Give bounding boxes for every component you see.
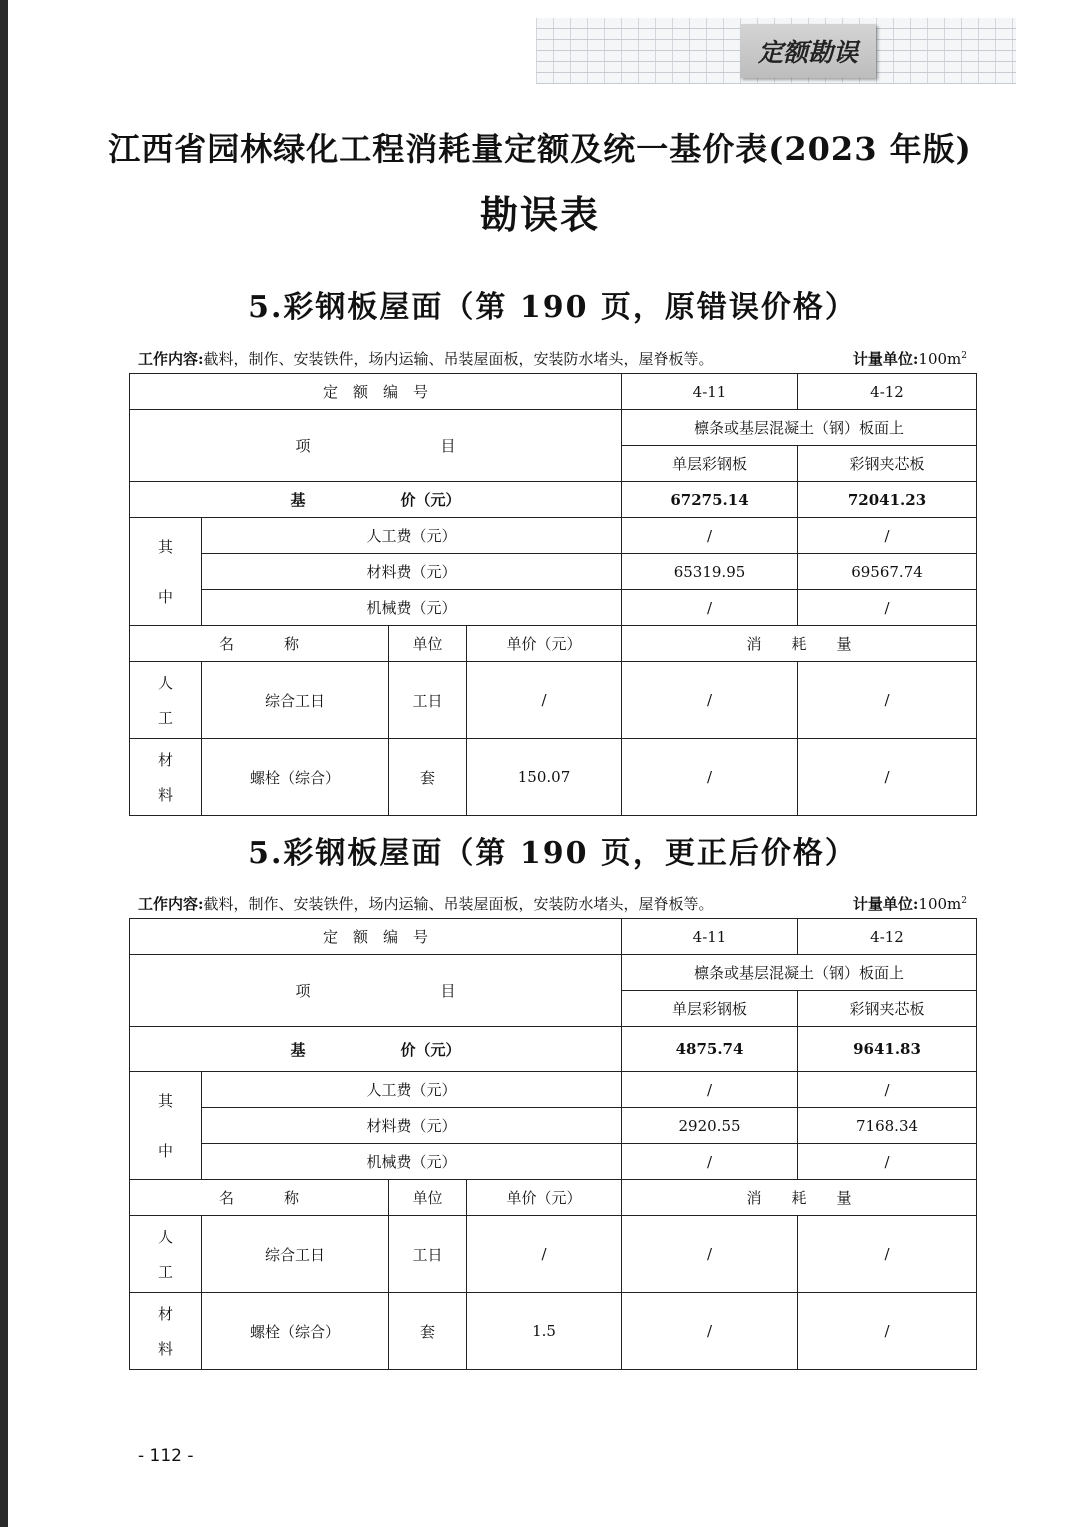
labor-fee-2: / [798, 518, 977, 554]
consumption-header: 消 耗 量 [622, 1180, 977, 1216]
item-label [130, 410, 622, 482]
unit-header: 单位 [389, 626, 467, 662]
of-which-b: 中 [157, 1142, 173, 1160]
labor-q2: / [798, 662, 977, 739]
machine-fee-1: / [622, 1144, 798, 1180]
material-fee-2: 7168.34 [798, 1108, 977, 1144]
labor-cat-a: 人 [157, 1228, 173, 1246]
of-which-a: 其 [157, 1092, 173, 1110]
mat-cat-b: 料 [157, 786, 173, 804]
section-1-table [129, 373, 977, 816]
name-header [130, 1180, 389, 1216]
material-price: 150.07 [467, 739, 622, 816]
base-price-1: 4875.74 [622, 1027, 798, 1072]
unit-value: 100m [918, 895, 962, 913]
document-title: 江西省园林绿化工程消耗量定额及统一基价表(2023 年版) [108, 130, 972, 168]
of-which-label [130, 518, 202, 626]
labor-fee-2: / [798, 1072, 977, 1108]
work-content-text: 截料，制作、安装铁件，场内运输、吊装屋面板，安装防水堵头，屋脊板等。 [203, 895, 714, 913]
mat-cat-a: 材 [157, 1305, 173, 1323]
unit-sup: 2 [961, 351, 967, 361]
section-1-title: 5.彩钢板屋面（第 190 页，原错误价格） [248, 290, 857, 325]
unit-header: 单位 [389, 1180, 467, 1216]
material-unit: 套 [389, 1293, 467, 1370]
mat-cat-b: 料 [157, 1340, 173, 1358]
labor-fee-label: 人工费（元） [202, 1072, 622, 1108]
mat-cat-a: 材 [157, 751, 173, 769]
labor-fee-label: 人工费（元） [202, 518, 622, 554]
section-1-unit [853, 348, 967, 369]
labor-fee-1: / [622, 518, 798, 554]
material-fee-1: 65319.95 [622, 554, 798, 590]
code-4-12: 4-12 [798, 919, 977, 955]
unit-label: 计量单位: [852, 350, 919, 368]
section-2-unit [853, 893, 967, 914]
of-which-b: 中 [157, 588, 173, 606]
labor-cat-a: 人 [157, 674, 173, 692]
labor-fee-1: / [622, 1072, 798, 1108]
unit-label: 计量单位: [852, 895, 919, 913]
name-header [130, 626, 389, 662]
column-single-layer: 单层彩钢板 [622, 991, 798, 1027]
document-subtitle: 勘误表 [479, 192, 600, 237]
material-fee-label: 材料费（元） [202, 554, 622, 590]
name-label-b: 称 [284, 635, 300, 653]
item-label-b: 目 [440, 982, 456, 1000]
group-header: 檩条或基层混凝土（钢）板面上 [622, 410, 977, 446]
code-4-12: 4-12 [798, 374, 977, 410]
material-unit: 套 [389, 739, 467, 816]
material-q2: / [798, 739, 977, 816]
material-q1: / [622, 1293, 798, 1370]
item-label-a: 项 [295, 437, 311, 455]
section-2-table [129, 918, 977, 1370]
name-label-b: 称 [284, 1189, 300, 1207]
column-single-layer: 单层彩钢板 [622, 446, 798, 482]
labor-price: / [467, 1216, 622, 1293]
section-2-work-content [138, 893, 714, 914]
labor-q1: / [622, 1216, 798, 1293]
base-price-1: 67275.14 [622, 482, 798, 518]
labor-name: 综合工日 [202, 1216, 389, 1293]
work-content-text: 截料，制作、安装铁件，场内运输、吊装屋面板，安装防水堵头，屋脊板等。 [203, 350, 714, 368]
of-which-a: 其 [157, 538, 173, 556]
unit-value: 100m [918, 350, 962, 368]
material-name: 螺栓（综合） [202, 1293, 389, 1370]
labor-q1: / [622, 662, 798, 739]
base-price-label [130, 1027, 622, 1072]
material-name: 螺栓（综合） [202, 739, 389, 816]
base-label-a: 基 [290, 491, 306, 509]
material-category [130, 739, 202, 816]
section-1-work-content [138, 348, 714, 369]
base-label-a: 基 [290, 1040, 306, 1059]
of-which-label [130, 1072, 202, 1180]
labor-cat-b: 工 [157, 709, 173, 727]
work-content-label: 工作内容: [138, 895, 204, 913]
column-sandwich: 彩钢夹芯板 [798, 991, 977, 1027]
material-price: 1.5 [467, 1293, 622, 1370]
labor-price: / [467, 662, 622, 739]
unit-sup: 2 [961, 896, 967, 906]
material-fee-2: 69567.74 [798, 554, 977, 590]
labor-unit: 工日 [389, 1216, 467, 1293]
page-number: - 112 - [138, 1446, 194, 1466]
machine-fee-2: / [798, 590, 977, 626]
material-q2: / [798, 1293, 977, 1370]
labor-category [130, 662, 202, 739]
base-price-2: 72041.23 [798, 482, 977, 518]
base-label-b: 价（元） [400, 491, 461, 509]
machine-fee-label: 机械费（元） [202, 590, 622, 626]
machine-fee-1: / [622, 590, 798, 626]
code-label: 定 额 编 号 [130, 919, 622, 955]
section-2-title: 5.彩钢板屋面（第 190 页，更正后价格） [248, 836, 857, 871]
name-label-a: 名 [218, 635, 234, 653]
base-price-2: 9641.83 [798, 1027, 977, 1072]
item-label [130, 955, 622, 1027]
column-sandwich: 彩钢夹芯板 [798, 446, 977, 482]
code-4-11: 4-11 [622, 919, 798, 955]
item-label-a: 项 [295, 982, 311, 1000]
labor-unit: 工日 [389, 662, 467, 739]
labor-category [130, 1216, 202, 1293]
material-q1: / [622, 739, 798, 816]
price-header: 单价（元） [467, 626, 622, 662]
material-fee-1: 2920.55 [622, 1108, 798, 1144]
banner-label: 定额勘误 [740, 24, 876, 78]
code-4-11: 4-11 [622, 374, 798, 410]
machine-fee-label: 机械费（元） [202, 1144, 622, 1180]
machine-fee-2: / [798, 1144, 977, 1180]
group-header: 檩条或基层混凝土（钢）板面上 [622, 955, 977, 991]
labor-name: 综合工日 [202, 662, 389, 739]
item-label-b: 目 [440, 437, 456, 455]
name-label-a: 名 [218, 1189, 234, 1207]
consumption-header: 消 耗 量 [622, 626, 977, 662]
code-label: 定 额 编 号 [130, 374, 622, 410]
labor-cat-b: 工 [157, 1263, 173, 1281]
labor-q2: / [798, 1216, 977, 1293]
material-fee-label: 材料费（元） [202, 1108, 622, 1144]
base-price-label [130, 482, 622, 518]
work-content-label: 工作内容: [138, 350, 204, 368]
base-label-b: 价（元） [400, 1040, 461, 1059]
material-category [130, 1293, 202, 1370]
price-header: 单价（元） [467, 1180, 622, 1216]
